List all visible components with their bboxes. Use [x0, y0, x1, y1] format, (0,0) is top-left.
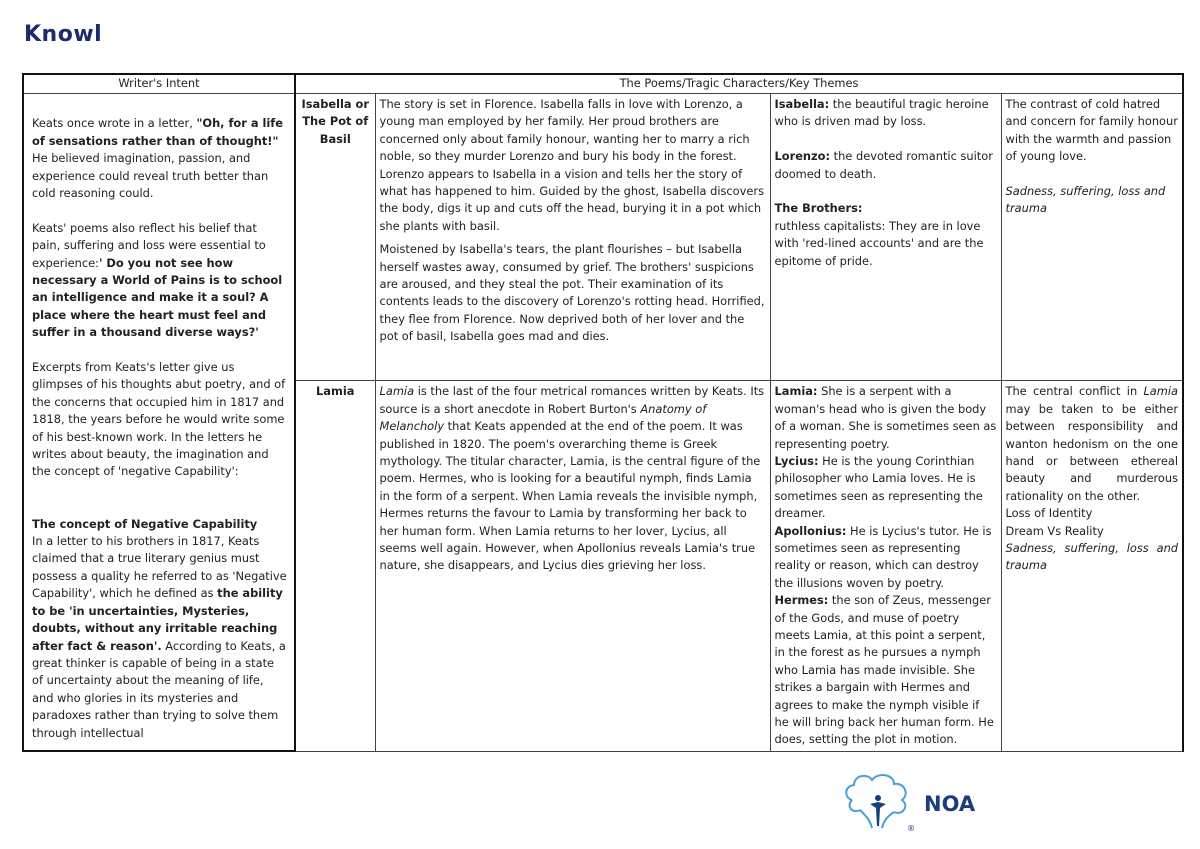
page-title: Knowl [24, 22, 103, 47]
intent-paragraph: In a letter to his brothers in 1817, Keats claimed that a true literary genius must possess a quality he referred to as 'Negative Capability', which he defined as the ability to be 'in uncertainties, Mysteries, doubts, without any irritable reaching after fact & reason'. According to Keats, a great thinker is capable of being in a state of uncertainty about the meaning of life, and who glories in its mysteries and paradoxes rather than trying to solve them through intellectual [32, 534, 287, 740]
registered-mark: ® [907, 824, 915, 833]
negative-capability-heading: The concept of Negative Capability [32, 516, 258, 531]
writers-intent-cell [23, 94, 295, 752]
intent-paragraph: Keats once wrote in a letter, "Oh, for a life of sensations rather than of thought!" He believed imagination, passion, and experience could reveal truth better than cold reasoning could. [32, 116, 283, 201]
poem-characters-lamia: Lamia: She is a serpent with a woman's head who is given the body of a woman. She is sometimes seen as representing poetry. Lycius: He is the young Corinthian philosopher who Lamia loves. He is sometimes seen as representing the dreamer. Apollonius: He is Lycius's tutor. He is sometimes seen as representing reality or reason, which can destroy the illusions woven by poetry. Hermes: the son of Zeus, messenger of the Gods, and muse of poetry meets Lamia, at this point a serpent, in the forest as he pursues a nymph who Lamia has made invisible. She strikes a bargain with Hermes and agrees to make the nymph visible if he will bring back her human form. He does, setting the plot in motion. [770, 381, 1001, 751]
poem-name-lamia: Lamia [295, 381, 375, 751]
poem-themes-isabella: The contrast of cold hatred and concern for family honour with the warmth and passion of young love. Sadness, suffering, loss and trauma [1001, 94, 1183, 381]
poem-themes-lamia: The central conflict in Lamia may be taken to be either between responsibility and wanton hedonism on the one hand or between ethereal beauty and murderous rationality on the other. Loss of Identity Dream Vs Reality Sadness, suffering, loss and trauma [1001, 381, 1183, 751]
intent-paragraph: Keats' poems also reflect his belief that pain, suffering and loss were essential to experience:' Do you not see how necessary a World of Pains is to school an intelligence and make it a soul? A place where the heart must feel and suffer in a thousand diverse ways?' [32, 220, 283, 340]
poem-story-lamia: Lamia is the last of the four metrical romances written by Keats. Its source is a short anecdote in Robert Burton's Anatomy of Melancholy that Keats appended at the end of the poem. It was published in 1820. The poem's overarching theme is Greek mythology. The titular character, Lamia, is the central figure of the poem. Hermes, who is looking for a beautiful nymph, finds Lamia in the form of a serpent. When Lamia reveals the invisible nymph, Hermes returns the favour to Lamia by transforming her back to her human form. When Lamia returns to her lover, Lycius, all seems well again. However, when Apollonius reveals Lamia's true nature, she disappears, and Lycius dies grieving her loss. [375, 381, 770, 751]
poem-story-isabella: The story is set in Florence. Isabella falls in love with Lorenzo, a young man employed by her family. Her proud brothers are concerned only about family honour, wanting her to marry a rich noble, so they murder Lorenzo and bury his body in the forest. Lorenzo appears to Isabella in a vision and tells her the story of what has happened to him. Guided by the ghost, Isabella discovers the body, digs it up and cuts off the head, burying it in a pot which she plants with basil. Moistened by Isabella's tears, the plant flourishes – but Isabella herself wastes away, consumed by grief. The brothers' suspicions are aroused, and they steal the pot. Their examination of its contents leads to the discovery of Lorenzo's rotting head. Horrified, they flee from Florence. Now deprived both of her lover and the pot of basil, Isabella goes mad and dies. [375, 94, 770, 381]
header-poems: The Poems/Tragic Characters/Key Themes [295, 74, 1183, 94]
poem-name-isabella: Isabella or The Pot of Basil [295, 94, 375, 381]
table-row [23, 94, 1183, 381]
table-header-row [23, 74, 1183, 94]
poems-table [22, 73, 1184, 752]
logo-text: NOA [924, 792, 976, 816]
header-writers-intent: Writer's Intent [23, 74, 295, 94]
intent-paragraph: Excerpts from Keats's letter give us glimpses of his thoughts abut poetry, and of the concerns that occupied him in 1817 and 1818, the years before he would write some of his best-known work. In the letters he writes about beauty, the imagination and the concept of 'negative Capability': [32, 360, 286, 479]
poem-characters-isabella: Isabella: the beautiful tragic heroine who is driven mad by loss. Lorenzo: the devoted romantic suitor doomed to death. The Brothers: ruthless capitalists: They are in love with 'red-lined accounts' and are the epitome of pride. [770, 94, 1001, 381]
